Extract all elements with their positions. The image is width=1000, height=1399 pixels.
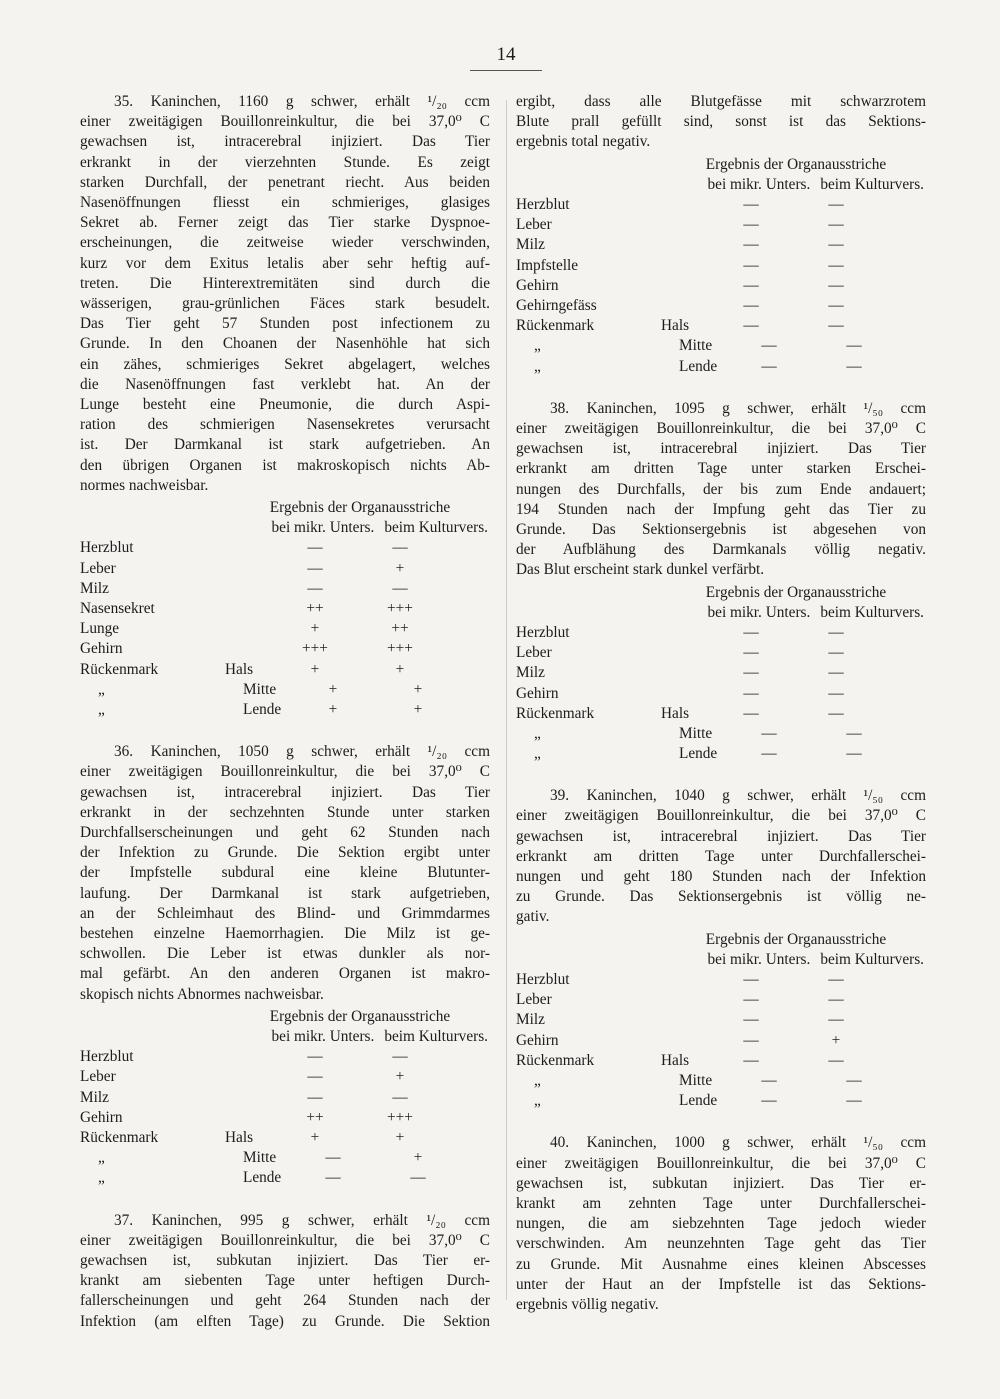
- page-number: 14: [470, 44, 542, 71]
- case-37-text: [80, 1211, 490, 1332]
- table-cell-organ: „: [98, 1169, 105, 1187]
- text-line: Grunde. Das Sektionsergebnis ist abgesehen von: [516, 520, 926, 538]
- text-line: die Nasenöffnungen fast verklebt hat. An der: [80, 375, 490, 393]
- table-cell-v2: —: [828, 704, 844, 722]
- table-cell-sub: [661, 256, 721, 276]
- text-line: nungen des Durchfalls, der bis zum Ende andauert;: [516, 480, 926, 498]
- table-cell-v1: —: [761, 1092, 777, 1110]
- table-cell-v2: —: [846, 1072, 862, 1090]
- table-cell-organ: Rückenmark: [516, 1051, 595, 1069]
- text-line: ration des schmierigen Nasensekretes verursacht: [80, 416, 490, 434]
- table-cell-organ: „: [534, 724, 541, 742]
- table-cell-organ: „: [534, 357, 541, 375]
- text-line: ergebnis völlig negativ.: [516, 1296, 659, 1314]
- table-header-culture: beim Kulturvers.: [820, 603, 924, 621]
- table-cell-v1: —: [743, 276, 759, 294]
- table-row: [80, 599, 490, 619]
- table-cell-organ: Gehirn: [516, 684, 559, 702]
- table-cell-v1: +: [310, 1128, 320, 1146]
- case-39-text: [516, 786, 926, 927]
- table-cell-v1: —: [743, 1051, 759, 1069]
- case-36-text: [80, 742, 490, 1005]
- table-cell-organ: Milz: [80, 1088, 109, 1106]
- text-line: gewachsen ist, intracerebral injiziert. Das Tier: [80, 133, 490, 151]
- text-line: ergibt, dass alle Blutgefässe mit schwarzrotem: [516, 93, 926, 110]
- text-line: laufung. Der Darmkanal ist stark aufgetrieben,: [80, 884, 490, 902]
- table-cell-v1: +: [310, 620, 320, 638]
- table-cell-v2: —: [828, 664, 844, 682]
- text-line: gativ.: [516, 908, 550, 926]
- table-cell-sub: [225, 639, 285, 659]
- text-line: der Impfstelle subdural eine kleine Blutunter-: [80, 864, 490, 882]
- table-cell-organ: Impfstelle: [516, 256, 579, 274]
- text-line: schwollen. Die Leber ist etwas dunkler als nor-: [80, 945, 490, 963]
- text-line: Nasenöffnungen fliesst ein schmieriges, glasiges: [80, 194, 490, 212]
- table-cell-sub: [225, 1088, 285, 1108]
- table-row: [516, 684, 926, 704]
- case-38-table: [516, 583, 926, 765]
- table-header-microscopy: bei mikr. Unters.: [707, 603, 811, 621]
- table-cell-v2: —: [828, 991, 844, 1009]
- text-line: einer zweitägigen Bouillonreinkultur, die bei 37,0⁰ C: [80, 763, 490, 781]
- table-cell-v2: +: [395, 1128, 405, 1146]
- table-row: [80, 1108, 490, 1128]
- table-row: [516, 357, 926, 377]
- table-cell-v1: —: [761, 337, 777, 355]
- table-row: [80, 1148, 490, 1168]
- case-36-table: [80, 1007, 490, 1189]
- table-cell-sub: Mitte: [243, 1149, 277, 1167]
- table-cell-v2: +++: [387, 1108, 413, 1126]
- table-cell-v1: —: [743, 1011, 759, 1029]
- table-cell-v1: —: [307, 539, 323, 557]
- table-cell-organ: Herzblut: [80, 539, 134, 557]
- table-row: [516, 990, 926, 1010]
- table-cell-v2: —: [828, 644, 844, 662]
- text-line: Blute prall gefüllt sind, sonst ist das Sektions-: [516, 113, 926, 131]
- text-line: ist. Der Darmkanal ist stark aufgetrieben. An: [80, 436, 490, 454]
- table-cell-v1: +: [310, 660, 320, 678]
- text-line: gewachsen ist, intracerebral injiziert. Das Tier: [516, 440, 926, 458]
- text-line: an der Schleimhaut des Blind- und Grimmdarmes: [80, 904, 490, 922]
- table-cell-v2: —: [846, 724, 862, 742]
- table-cell-v1: —: [743, 236, 759, 254]
- table-row: [516, 1091, 926, 1111]
- text-line: nungen und geht 180 Stunden nach der Infektion: [516, 868, 926, 886]
- table-cell-organ: „: [534, 1072, 541, 1090]
- text-line: gewachsen ist, subkutan injiziert. Das Tier er-: [516, 1174, 926, 1192]
- table-cell-v1: —: [743, 1031, 759, 1049]
- table-row: [80, 538, 490, 558]
- table-cell-v1: —: [743, 664, 759, 682]
- table-cell-organ: Leber: [516, 991, 552, 1009]
- table-header-culture: beim Kulturvers.: [384, 519, 488, 537]
- text-line: einer zweitägigen Bouillonreinkultur, die bei 37,0⁰ C: [80, 113, 490, 131]
- table-cell-organ: Milz: [516, 236, 545, 254]
- text-line: normes nachweisbar.: [80, 476, 209, 494]
- table-cell-v1: —: [743, 317, 759, 335]
- table-cell-sub: [661, 195, 721, 215]
- text-line: wässerigen, grau-grünlichen Fäces stark besudelt.: [80, 295, 490, 313]
- table-cell-v1: —: [743, 296, 759, 314]
- table-cell-v2: —: [828, 1011, 844, 1029]
- table-cell-organ: „: [98, 680, 105, 698]
- table-row: [516, 1051, 926, 1071]
- table-cell-sub: [225, 559, 285, 579]
- text-line: fallerscheinungen und geht 264 Stunden nach der: [80, 1292, 490, 1310]
- table-cell-sub: [661, 684, 721, 704]
- table-cell-v2: +: [413, 1149, 423, 1167]
- table-cell-sub: Hals: [661, 317, 690, 335]
- table-row: [80, 559, 490, 579]
- table-cell-organ: Milz: [516, 1011, 545, 1029]
- text-line: 194 Stunden nach der Impfung geht das Tier zu: [516, 500, 926, 518]
- text-line: starken Durchfall, der penetrant riecht. Aus beiden: [80, 173, 490, 191]
- table-cell-v1: —: [325, 1149, 341, 1167]
- table-cell-sub: Lende: [679, 745, 718, 763]
- table-cell-v2: —: [392, 1088, 408, 1106]
- table-cell-sub: Lende: [243, 1169, 282, 1187]
- table-cell-sub: [661, 1010, 721, 1030]
- table-cell-v2: +: [831, 1031, 841, 1049]
- table-cell-v1: —: [307, 579, 323, 597]
- table-row: [80, 579, 490, 599]
- table-cell-sub: [225, 599, 285, 619]
- table-cell-organ: Rückenmark: [516, 317, 595, 335]
- table-cell-sub: Hals: [225, 1128, 254, 1146]
- table-row: [516, 744, 926, 764]
- table-cell-organ: „: [534, 337, 541, 355]
- table-cell-sub: [661, 215, 721, 235]
- text-line: Das Blut erscheint stark dunkel verfärbt.: [516, 561, 765, 579]
- table-cell-organ: Leber: [516, 644, 552, 662]
- table-cell-v1: —: [743, 644, 759, 662]
- table-cell-sub: [225, 1067, 285, 1087]
- table-cell-organ: Milz: [516, 664, 545, 682]
- table-cell-v2: —: [392, 539, 408, 557]
- table-cell-v1: —: [743, 216, 759, 234]
- table-cell-organ: „: [98, 700, 105, 718]
- table-cell-v2: —: [846, 745, 862, 763]
- text-line: kurz vor dem Exitus letalis aber sehr heftig auf-: [80, 254, 490, 272]
- text-line: skopisch nichts Abnormes nachweisbar.: [80, 985, 324, 1003]
- table-cell-organ: Milz: [80, 579, 109, 597]
- table-cell-v1: +: [328, 700, 338, 718]
- case-37-table: [516, 155, 926, 377]
- table-cell-v2: +: [395, 559, 405, 577]
- text-line: gewachsen ist, intracerebral injiziert. Das Tier: [80, 783, 490, 801]
- table-header-title: Ergebnis der Organausstriche: [269, 499, 451, 517]
- table-cell-v2: +++: [387, 640, 413, 658]
- text-line: krankt am siebenten Tage unter heftigen Durch-: [80, 1272, 490, 1290]
- case-37-continued-text: [516, 92, 926, 153]
- text-line: 37. Kaninchen, 995 g schwer, erhält ¹/₂₀ ccm: [114, 1211, 490, 1229]
- table-cell-sub: Hals: [225, 660, 254, 678]
- table-header-title: Ergebnis der Organausstriche: [705, 155, 887, 173]
- text-line: Sekret ab. Ferner zeigt das Tier starke Dyspnoe-: [80, 214, 490, 232]
- text-line: erkrankt am dritten Tage unter starken Erschei-: [516, 460, 926, 478]
- text-line: verschwinden. Am neunzehnten Tage geht das Tier: [516, 1235, 926, 1253]
- table-cell-v1: —: [761, 357, 777, 375]
- table-cell-v1: —: [761, 745, 777, 763]
- table-row: [516, 970, 926, 990]
- table-header-title: Ergebnis der Organausstriche: [269, 1007, 451, 1025]
- text-line: erscheinungen, die zeitweise wieder verschwinden,: [80, 234, 490, 252]
- table-cell-v2: +++: [387, 600, 413, 618]
- table-cell-v2: +: [413, 700, 423, 718]
- right-column: [516, 92, 926, 1315]
- table-cell-sub: [661, 990, 721, 1010]
- table-row: [516, 623, 926, 643]
- table-cell-v1: —: [743, 971, 759, 989]
- table-cell-v1: —: [307, 1068, 323, 1086]
- table-cell-v2: —: [828, 216, 844, 234]
- table-row: [516, 1031, 926, 1051]
- table-cell-v1: ++: [306, 600, 324, 618]
- table-row: [516, 336, 926, 356]
- table-cell-v2: —: [846, 1092, 862, 1110]
- text-line: der Infektion zu Grunde. Die Sektion ergibt unter: [80, 844, 490, 862]
- table-row: [516, 1010, 926, 1030]
- table-row: [80, 680, 490, 700]
- table-cell-organ: Herzblut: [80, 1048, 134, 1066]
- table-cell-organ: Gehirn: [80, 1108, 123, 1126]
- table-cell-v2: —: [392, 1048, 408, 1066]
- table-header-title: Ergebnis der Organausstriche: [705, 930, 887, 948]
- text-line: 40. Kaninchen, 1000 g schwer, erhält ¹/₅₀ ccm: [550, 1134, 926, 1152]
- table-cell-sub: [225, 619, 285, 639]
- text-line: ein zähes, schmieriges Sekret abgelagert, welches: [80, 355, 490, 373]
- table-cell-v2: +: [413, 680, 423, 698]
- text-line: einer zweitägigen Bouillonreinkultur, die bei 37,0⁰ C: [516, 807, 926, 825]
- text-line: Infektion (am elften Tage) zu Grunde. Die Sektion: [80, 1312, 490, 1330]
- text-line: einer zweitägigen Bouillonreinkultur, die bei 37,0⁰ C: [80, 1231, 490, 1249]
- text-line: Das Tier geht 57 Stunden post infectionem zu: [80, 315, 490, 333]
- table-cell-sub: Mitte: [679, 1072, 713, 1090]
- text-line: erkrankt in der vierzehnten Stunde. Es zeigt: [80, 153, 490, 171]
- case-38-text: [516, 399, 926, 581]
- table-cell-sub: Lende: [679, 1092, 718, 1110]
- table-row: [80, 700, 490, 720]
- table-cell-v1: —: [761, 1072, 777, 1090]
- table-header-culture: beim Kulturvers.: [384, 1028, 488, 1045]
- table-cell-v2: —: [828, 296, 844, 314]
- table-cell-v1: —: [743, 256, 759, 274]
- text-line: der Aufblähung des Darmkanals völlig negativ.: [516, 541, 926, 559]
- table-row: [516, 276, 926, 296]
- table-row: [516, 256, 926, 276]
- table-header-culture: beim Kulturvers.: [820, 950, 924, 968]
- table-cell-v1: —: [761, 724, 777, 742]
- table-cell-sub: [225, 1047, 285, 1067]
- table-cell-v1: —: [307, 559, 323, 577]
- table-cell-v1: —: [307, 1088, 323, 1106]
- table-cell-v2: —: [828, 623, 844, 641]
- table-header-microscopy: bei mikr. Unters.: [271, 519, 375, 537]
- table-row: [516, 1071, 926, 1091]
- text-line: bestehen einzelne Haemorrhagien. Die Milz ist ge-: [80, 924, 490, 942]
- text-line: Durchfallserscheinungen und geht 62 Stunden nach: [80, 823, 490, 841]
- text-line: Lunge besteht eine Pneumonie, die durch Aspi-: [80, 396, 490, 414]
- table-cell-organ: Leber: [80, 559, 116, 577]
- table-cell-organ: „: [98, 1149, 105, 1167]
- table-row: [80, 1067, 490, 1087]
- table-cell-sub: [661, 276, 721, 296]
- text-line: krankt am zehnten Tage unter Durchfallerschei-: [516, 1195, 926, 1212]
- table-cell-v2: —: [828, 317, 844, 335]
- table-cell-organ: Herzblut: [516, 623, 570, 641]
- table-row: [80, 660, 490, 680]
- table-cell-sub: [661, 643, 721, 663]
- table-cell-v1: —: [743, 623, 759, 641]
- table-cell-v2: —: [392, 579, 408, 597]
- table-cell-sub: Lende: [243, 700, 282, 718]
- case-35-table: [80, 498, 490, 720]
- table-cell-v1: —: [325, 1169, 341, 1187]
- table-cell-sub: [661, 623, 721, 643]
- text-line: treten. Die Hinterextremitäten sind durch die: [80, 274, 490, 292]
- table-header-culture: beim Kulturvers.: [820, 175, 924, 193]
- table-row: [516, 235, 926, 255]
- case-35-text: [80, 92, 490, 496]
- table-cell-organ: Lunge: [80, 620, 120, 638]
- table-cell-sub: Mitte: [243, 680, 277, 698]
- table-cell-organ: Nasensekret: [80, 600, 155, 618]
- text-line: 36. Kaninchen, 1050 g schwer, erhält ¹/₂₀ ccm: [114, 743, 490, 761]
- table-row: [516, 724, 926, 744]
- table-cell-sub: Lende: [679, 357, 718, 375]
- table-cell-v1: —: [743, 704, 759, 722]
- table-cell-organ: Herzblut: [516, 196, 570, 214]
- table-cell-v2: —: [828, 196, 844, 214]
- table-cell-v2: —: [410, 1169, 426, 1187]
- table-cell-v2: ++: [391, 620, 409, 638]
- table-cell-sub: Hals: [661, 1051, 690, 1069]
- text-line: erkrankt in der sechzehnten Stunde unter starken: [80, 803, 490, 821]
- table-cell-organ: Gehirngefäss: [516, 296, 597, 314]
- table-cell-organ: Gehirn: [516, 276, 559, 294]
- text-line: nungen, die am siebzehnten Tage jedoch wieder: [516, 1215, 926, 1233]
- table-cell-sub: [661, 1031, 721, 1051]
- table-cell-sub: Mitte: [679, 337, 713, 355]
- table-cell-sub: Hals: [661, 704, 690, 722]
- table-cell-v2: —: [828, 256, 844, 274]
- table-row: [516, 195, 926, 215]
- text-line: den übrigen Organen ist makroskopisch nichts Ab-: [80, 456, 490, 474]
- table-cell-v1: ++: [306, 1108, 324, 1126]
- case-39-table: [516, 930, 926, 1112]
- text-line: einer zweitägigen Bouillonreinkultur, die bei 37,0⁰ C: [516, 1154, 926, 1172]
- table-header-title: Ergebnis der Organausstriche: [705, 583, 887, 601]
- table-cell-sub: [225, 579, 285, 599]
- table-cell-sub: Mitte: [679, 724, 713, 742]
- table-row: [516, 704, 926, 724]
- table-cell-organ: Rückenmark: [80, 1128, 159, 1146]
- text-line: zu Grunde. Das Sektionsergebnis ist völlig ne-: [516, 888, 926, 906]
- text-line: 38. Kaninchen, 1095 g schwer, erhält ¹/₅₀ ccm: [550, 399, 926, 417]
- left-column: [80, 92, 490, 1332]
- table-cell-v1: +: [328, 680, 338, 698]
- table-cell-sub: [225, 538, 285, 558]
- table-header-microscopy: bei mikr. Unters.: [707, 175, 811, 193]
- table-header-microscopy: bei mikr. Unters.: [707, 950, 811, 968]
- table-row: [80, 1088, 490, 1108]
- table-cell-v2: —: [828, 276, 844, 294]
- table-cell-organ: Gehirn: [516, 1031, 559, 1049]
- table-cell-organ: Rückenmark: [80, 660, 159, 678]
- table-cell-organ: „: [534, 745, 541, 763]
- text-line: ergebnis total negativ.: [516, 133, 651, 151]
- text-line: gewachsen ist, intracerebral injiziert. Das Tier: [516, 827, 926, 845]
- table-row: [516, 316, 926, 336]
- table-cell-v2: +: [395, 660, 405, 678]
- table-cell-v2: —: [846, 337, 862, 355]
- table-cell-organ: Rückenmark: [516, 704, 595, 722]
- text-line: 39. Kaninchen, 1040 g schwer, erhält ¹/₅₀ ccm: [550, 787, 926, 805]
- table-cell-v2: —: [828, 236, 844, 254]
- table-cell-organ: Herzblut: [516, 971, 570, 989]
- text-line: gewachsen ist, subkutan injiziert. Das Tier er-: [80, 1251, 490, 1269]
- table-cell-organ: Leber: [516, 216, 552, 234]
- table-cell-v2: —: [846, 357, 862, 375]
- table-cell-v1: —: [743, 684, 759, 702]
- table-cell-v1: —: [743, 196, 759, 214]
- table-row: [80, 639, 490, 659]
- table-row: [80, 1128, 490, 1148]
- text-line: einer zweitägigen Bouillonreinkultur, die bei 37,0⁰ C: [516, 419, 926, 437]
- table-row: [516, 296, 926, 316]
- table-cell-v2: —: [828, 1051, 844, 1069]
- table-row: [516, 215, 926, 235]
- table-cell-sub: [225, 1108, 285, 1128]
- table-header-microscopy: bei mikr. Unters.: [271, 1028, 375, 1045]
- column-divider: [506, 100, 507, 1300]
- table-cell-organ: „: [534, 1092, 541, 1110]
- text-line: mal gefärbt. An den anderen Organen ist makro-: [80, 965, 490, 983]
- table-cell-v2: —: [828, 971, 844, 989]
- table-cell-v1: +++: [302, 640, 328, 658]
- table-cell-sub: [661, 663, 721, 683]
- table-cell-v2: +: [395, 1068, 405, 1086]
- table-cell-organ: Leber: [80, 1068, 116, 1086]
- text-line: unter der Haut an der Impfstelle ist das Sektions-: [516, 1275, 926, 1293]
- case-40-text: [516, 1133, 926, 1315]
- table-cell-sub: [661, 296, 721, 316]
- table-cell-v1: —: [307, 1048, 323, 1066]
- table-cell-v2: —: [828, 684, 844, 702]
- table-row: [516, 643, 926, 663]
- text-line: 35. Kaninchen, 1160 g schwer, erhält ¹/₂₀ ccm: [114, 93, 490, 110]
- table-cell-v1: —: [743, 991, 759, 1009]
- text-line: erkrankt am dritten Tage unter Durchfallerschei-: [516, 847, 926, 865]
- table-row: [80, 619, 490, 639]
- table-row: [80, 1047, 490, 1067]
- text-line: zu Grunde. Mit Ausnahme eines kleinen Abscesses: [516, 1255, 926, 1273]
- text-line: Grunde. In den Choanen der Nasenhöhle hat sich: [80, 335, 490, 353]
- table-row: [80, 1168, 490, 1188]
- table-cell-organ: Gehirn: [80, 640, 123, 658]
- table-cell-sub: [661, 970, 721, 990]
- table-row: [516, 663, 926, 683]
- table-cell-sub: [661, 235, 721, 255]
